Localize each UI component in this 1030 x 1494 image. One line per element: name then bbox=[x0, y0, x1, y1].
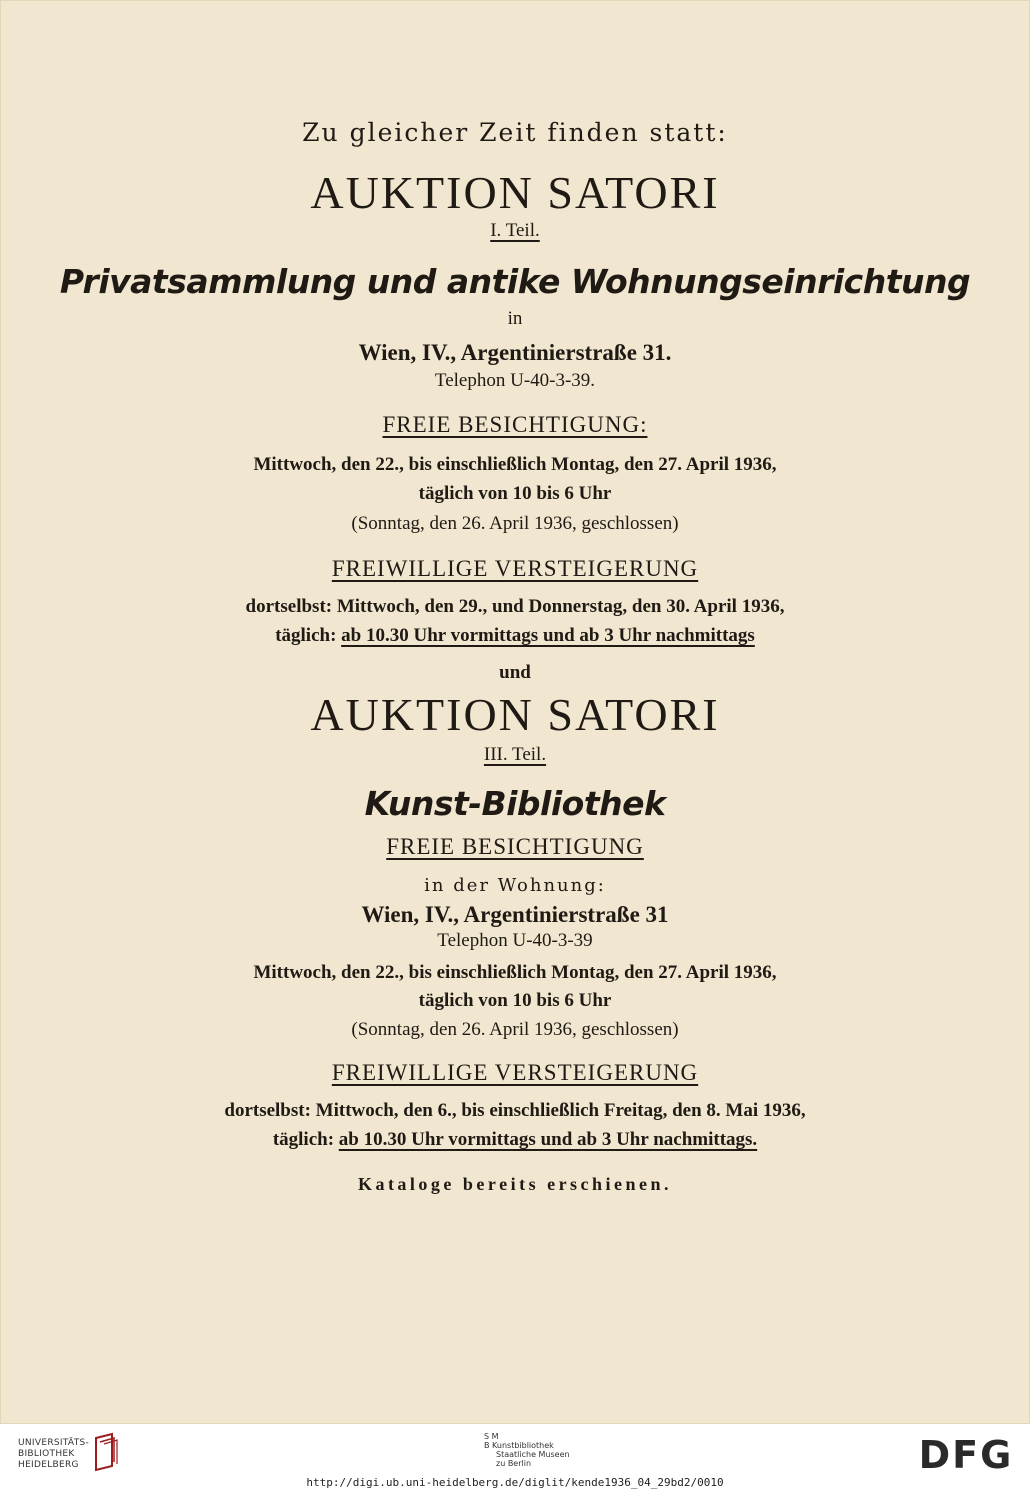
part3-auction-hours: ab 10.30 Uhr vormittags und ab 3 Uhr nachmittags. bbox=[338, 1129, 758, 1150]
part1-part-label: I. Teil. bbox=[490, 220, 540, 241]
museum-line: zu Berlin bbox=[496, 1459, 532, 1468]
source-url[interactable]: http://digi.ub.uni-heidelberg.de/diglit/kende1936_04_29bd2/0010 bbox=[306, 1476, 724, 1489]
part1-address: Wien, IV., Argentinierstraße 31. bbox=[358, 340, 672, 365]
part3-auction-hours-prefix: täglich: bbox=[272, 1129, 335, 1150]
part3-viewing-closed: (Sonntag, den 26. April 1936, geschlossen) bbox=[351, 1019, 679, 1040]
part1-viewing-dates: Mittwoch, den 22., bis einschließlich Montag, den 27. April 1936, bbox=[253, 454, 777, 475]
part3-viewing-hours: täglich von 10 bis 6 Uhr bbox=[418, 990, 612, 1011]
museum-line: Staatliche Museen bbox=[496, 1450, 570, 1459]
part3-part-label: III. Teil. bbox=[483, 744, 547, 765]
connector-und: und bbox=[499, 662, 531, 683]
part1-auction-hours: ab 10.30 Uhr vormittags und ab 3 Uhr nachmittags bbox=[341, 625, 755, 646]
part1-viewing-closed: (Sonntag, den 26. April 1936, geschlossen) bbox=[351, 513, 679, 534]
library-name-line-3: HEIDELBERG bbox=[18, 1460, 79, 1470]
dfg-logo bbox=[916, 1434, 1016, 1474]
part3-viewing-dates: Mittwoch, den 22., bis einschließlich Montag, den 27. April 1936, bbox=[253, 962, 777, 983]
library-name-line-1: UNIVERSITÄTS- bbox=[18, 1438, 90, 1448]
part3-location-intro: in der Wohnung: bbox=[424, 875, 606, 896]
museum-line: S M bbox=[484, 1432, 499, 1441]
part1-viewing-hours: täglich von 10 bis 6 Uhr bbox=[418, 483, 612, 504]
library-logo-icon bbox=[90, 1432, 120, 1472]
part1-title: AUKTION SATORI bbox=[310, 167, 720, 218]
part3-viewing-heading: FREIE BESICHTIGUNG bbox=[386, 834, 644, 859]
part3-phone: Telephon U-40-3-39 bbox=[437, 930, 593, 951]
part3-address: Wien, IV., Argentinierstraße 31 bbox=[361, 902, 669, 927]
part3-subtitle: Kunst-Bibliothek bbox=[364, 784, 666, 823]
part1-auction-hours-prefix: täglich: bbox=[275, 625, 337, 646]
part1-auction-heading: FREIWILLIGE VERSTEIGERUNG bbox=[331, 556, 699, 581]
dfg-logo-text: DFG bbox=[918, 1434, 1014, 1474]
part1-auction-dates: dortselbst: Mittwoch, den 29., und Donnerstag, den 30. April 1936, bbox=[245, 596, 785, 617]
museum-line: B Kunstbibliothek bbox=[484, 1441, 554, 1450]
part3-auction-dates: dortselbst: Mittwoch, den 6., bis einschließlich Freitag, den 8. Mai 1936, bbox=[224, 1100, 806, 1121]
part3-auction-heading: FREIWILLIGE VERSTEIGERUNG bbox=[331, 1060, 699, 1085]
intro-line: Zu gleicher Zeit finden statt: bbox=[302, 118, 728, 147]
part1-phone: Telephon U-40-3-39. bbox=[434, 370, 596, 391]
part1-in: in bbox=[507, 308, 523, 329]
part3-title: AUKTION SATORI bbox=[310, 689, 720, 740]
viewer-footer bbox=[0, 1424, 1030, 1494]
closing-line: Kataloge bereits erschienen. bbox=[357, 1174, 673, 1194]
part1-subtitle: Privatsammlung und antike Wohnungseinrichtung bbox=[59, 262, 971, 301]
museum-logo bbox=[484, 1432, 570, 1468]
library-name-line-2: BIBLIOTHEK bbox=[18, 1449, 75, 1459]
part1-viewing-heading: FREIE BESICHTIGUNG: bbox=[382, 412, 648, 437]
